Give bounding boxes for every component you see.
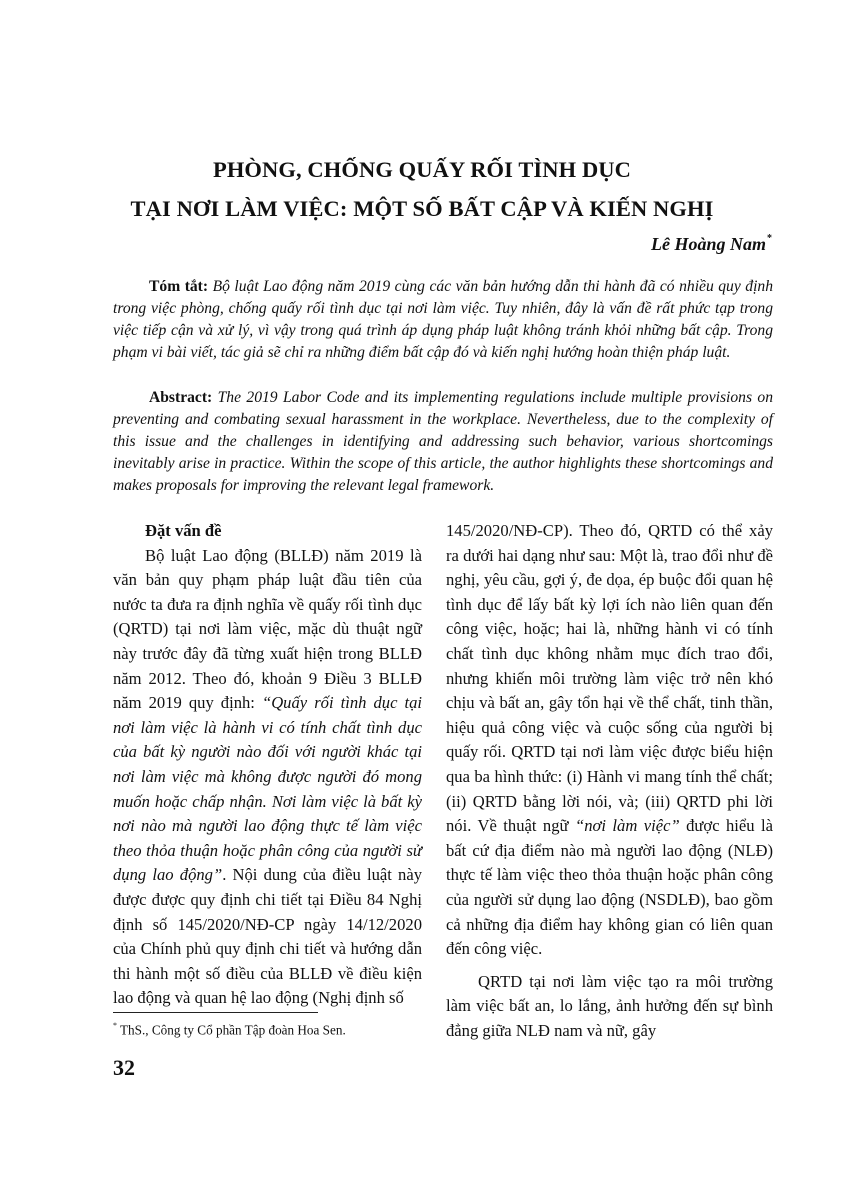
footnote-marker: * [113,1021,117,1030]
page-number: 32 [113,1055,135,1080]
footnote-text: ThS., Công ty Cổ phần Tập đoàn Hoa Sen. [120,1022,346,1038]
body-paragraph-continued [446,519,773,962]
body-paragraph [113,544,422,1011]
paragraph-text: Bộ luật Lao động (BLLĐ) năm 2019 là văn bản quy phạm pháp luật đầu tiên của nước ta đưa ra định nghĩa về quấy rối tình dục (QRTD) tại nơi làm việc, mặc dù thuật ngữ này trước đây đã từng xuất hiện trong BLLĐ năm 2012. Theo đó, khoản 9 Điều 3 BLLĐ năm 2019 quy định: [113,545,422,713]
author-byline [651,234,772,255]
summary-vietnamese [113,276,773,364]
author-name: Lê Hoàng Nam [651,234,766,254]
paragraph-text: . Nội dung của điều luật này được được quy định chi tiết tại Điều 84 Nghị định số 145/2020/NĐ-CP ngày 14/12/2020 của Chính phủ quy định chi tiết và hướng dẫn thi hành một số điều của BLLĐ về điều kiện lao động và quan hệ lao động (Nghị định số [113,865,422,1008]
footnote [113,1019,346,1038]
author-footnote-marker: * [767,233,772,244]
legal-quote: “Quấy rối tình dục tại nơi làm việc là hành vi có tính chất tình dục của bất kỳ người nào đối với người khác tại nơi làm việc mà không được người đó mong muốn hoặc chấp nhận. Nơi làm việc là bất kỳ nơi nào mà người lao động thực tế làm việc theo thỏa thuận hoặc phân công của người sử dụng lao động” [113,693,422,885]
article-title-line-2: TẠI NƠI LÀM VIỆC: MỘT SỐ BẤT CẬP VÀ KIẾN NGHỊ [130,196,714,221]
paragraph-text: 145/2020/NĐ-CP). Theo đó, QRTD có thể xảy ra dưới hai dạng như sau: Một là, trao đổi như đề nghị, yêu cầu, gợi ý, đe dọa, ép buộc đổi quan hệ tình dục để lấy bất kỳ lợi ích nào liên quan đến công việc, hoặc; hai là, những hành vi có tính chất tình dục không nhằm mục đích trao đổi, nhưng khiến môi trường làm việc trở nên khó chịu và bất an, gây tổn hại về thể chất, tinh thần, hiệu quả công việc và cuộc sống của người bị quấy rối. QRTD tại nơi làm việc được biểu hiện qua ba hình thức: (i) Hành vi mang tính thể chất; (ii) QRTD bằng lời nói, và; (iii) QRTD phi lời nói. Về thuật ngữ [446,521,773,836]
body-column-left [113,519,422,1011]
body-column-right [446,519,773,1043]
abstract-english [113,387,773,497]
article-title-line-1: PHÒNG, CHỐNG QUẤY RỐI TÌNH DỤC [212,157,632,182]
body-paragraph: QRTD tại nơi làm việc tạo ra môi trường làm việc bất an, lo lắng, ảnh hưởng đến sự bình đẳng giữa NLĐ nam và nữ, gây [446,971,773,1040]
footnote-divider [113,1012,318,1013]
summary-text: Bộ luật Lao động năm 2019 cùng các văn bản hướng dẫn thi hành đã có nhiều quy định trong việc phòng, chống quấy rối tình dục tại nơi làm việc. Tuy nhiên, đây là vấn đề rất phức tạp trong việc tiếp cận và xử lý, vì vậy trong quá trình áp dụng pháp luật không tránh khỏi những bất cập. Trong phạm vi bài viết, tác giả sẽ chỉ ra những điểm bất cập đó và kiến nghị hướng hoàn thiện pháp luật. [113,278,773,361]
abstract-text: The 2019 Labor Code and its implementing regulations include multiple provisions on preventing and combating sexual harassment in the workplace. Nevertheless, due to the complexity of this issue and the challenges in identifying and addressing such behavior, various shortcomings inevitably arise in practice. Within the scope of this article, the author highlights these shortcomings and makes proposals for improving the relevant legal framework. [113,389,773,494]
summary-label: Tóm tắt: [149,278,209,295]
paragraph-text: được hiểu là bất cứ địa điểm nào mà người lao động (NLĐ) thực tế làm việc theo thỏa thuận hoặc phân công của người sử dụng lao động (NSDLĐ), bao gồm cả những địa điểm hay không gian có liên quan đến công việc. [446,816,774,959]
section-heading: Đặt vấn đề [145,521,222,540]
abstract-label: Abstract: [149,389,213,406]
term-quote: “nơi làm việc” [574,816,680,836]
